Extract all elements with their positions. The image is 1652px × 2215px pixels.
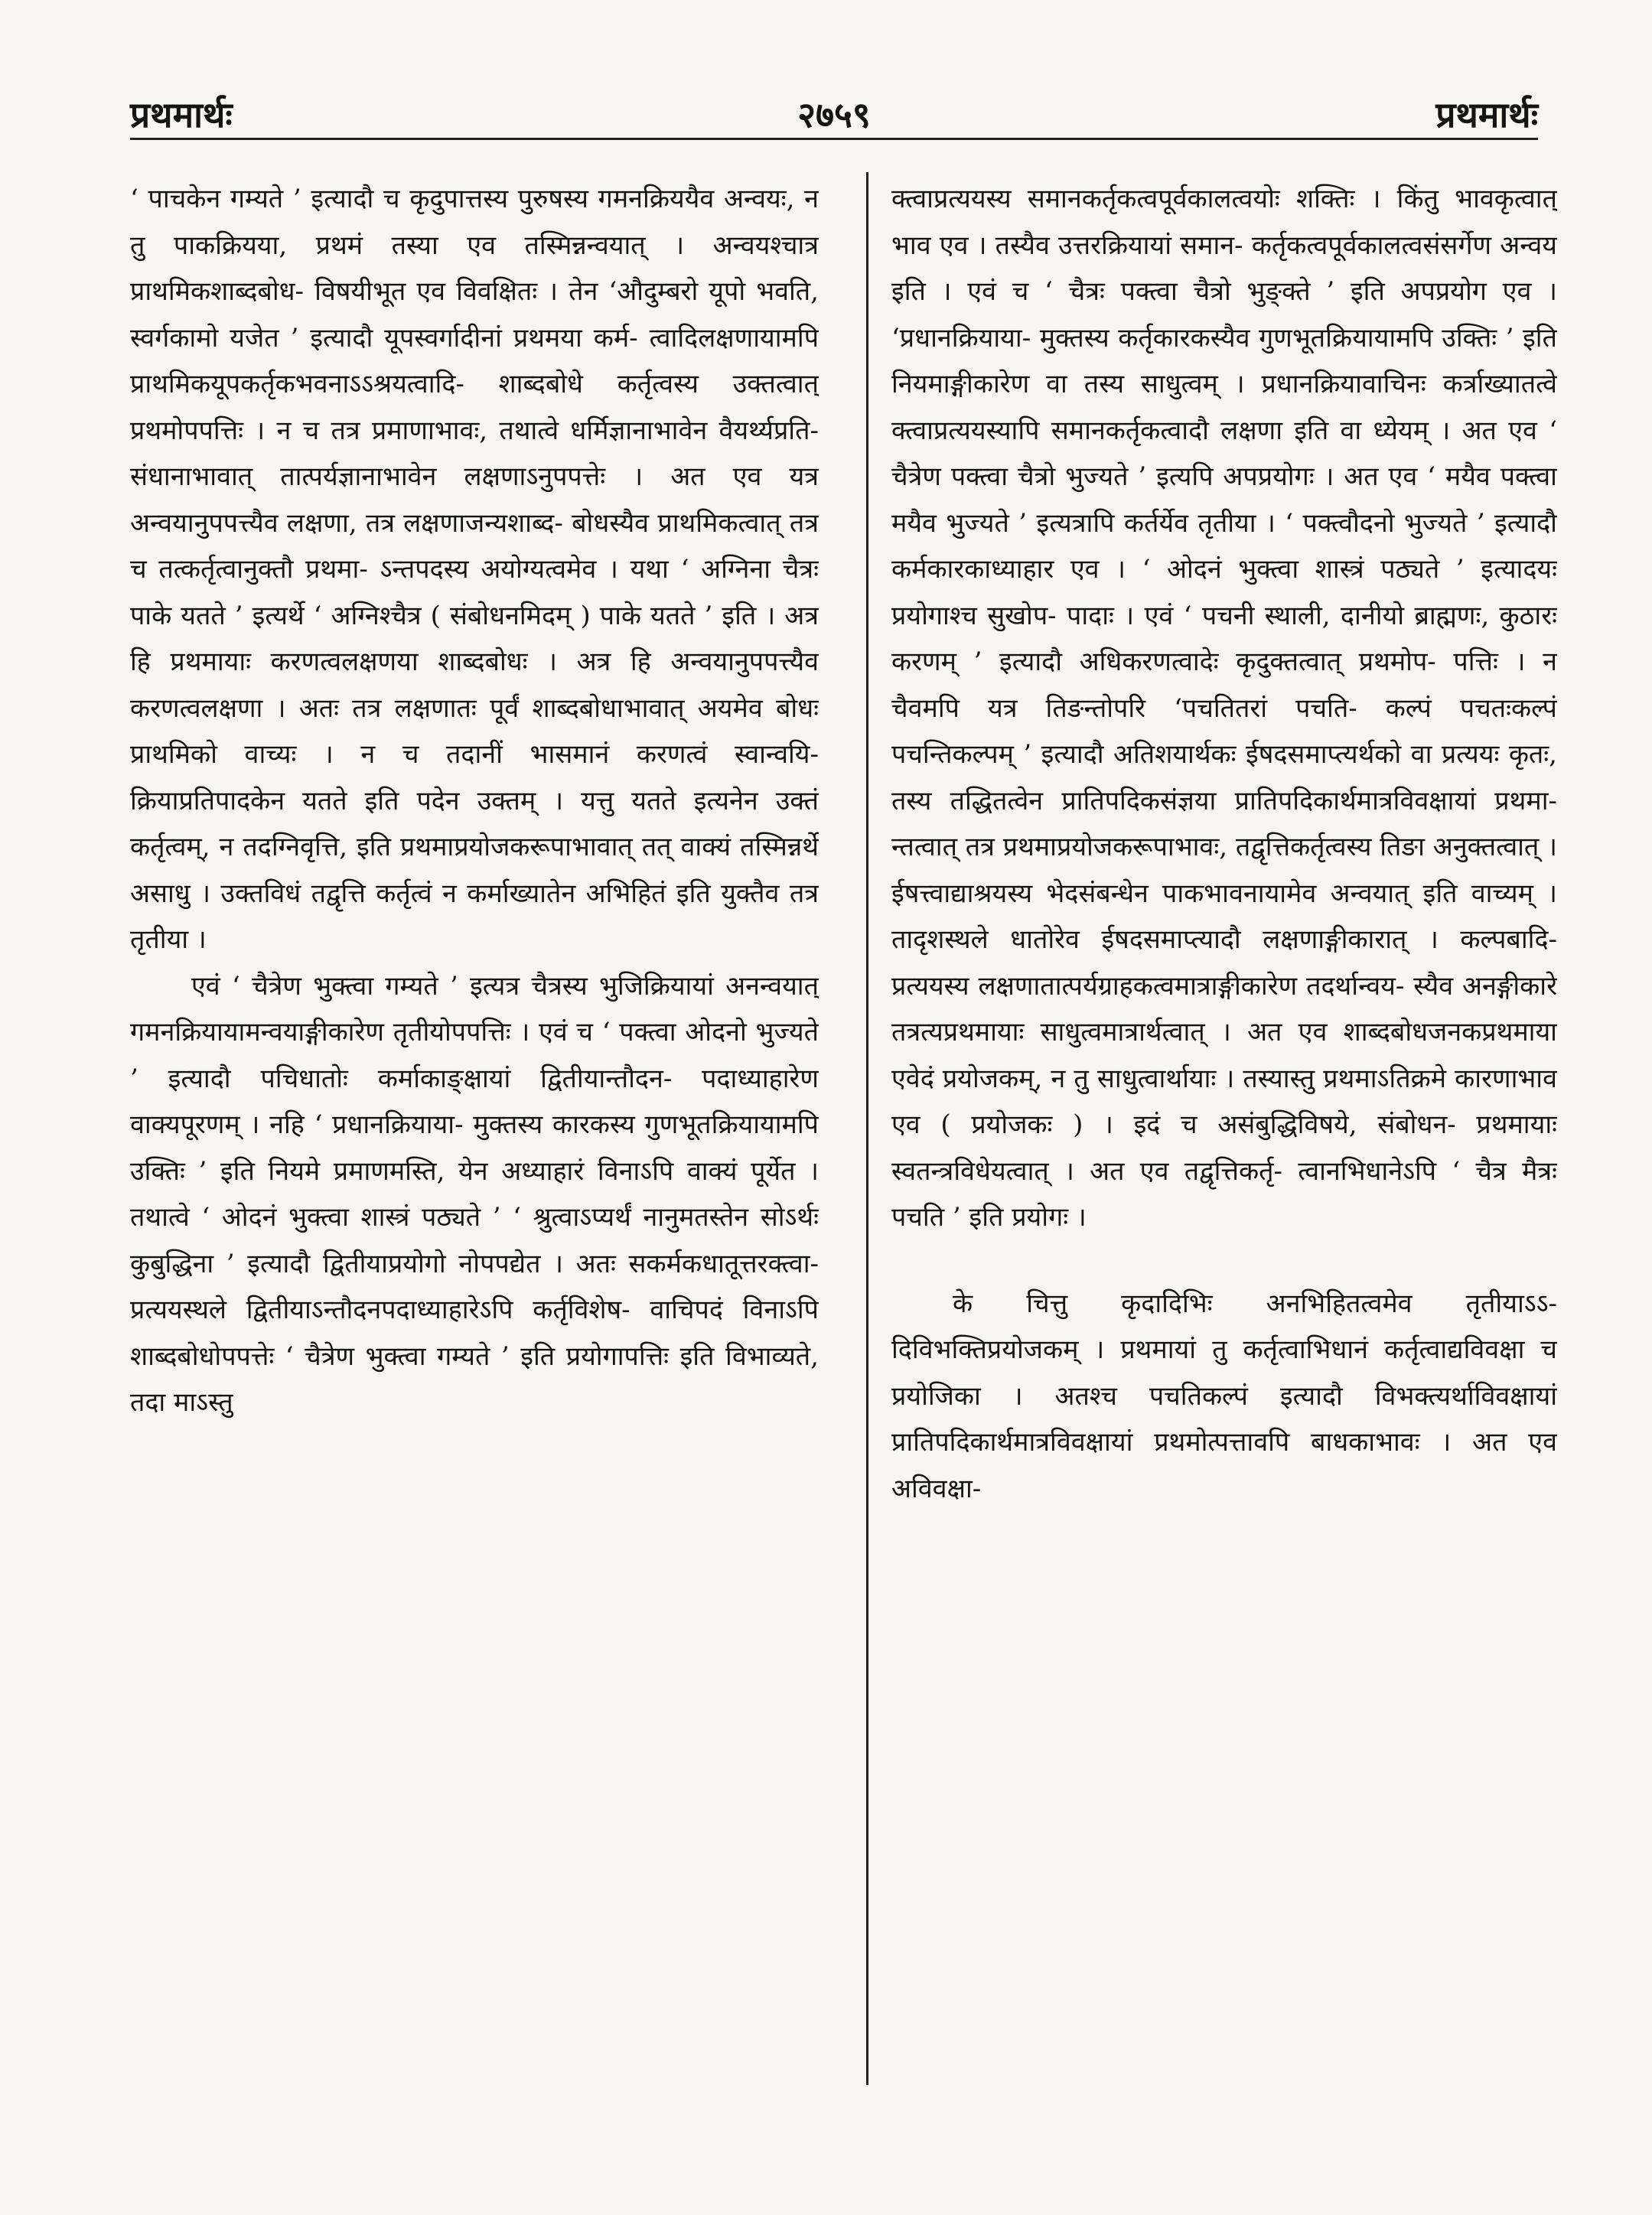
running-head-left: प्रथमार्थः (130, 94, 233, 135)
right-paragraph-2: के चित्तु कृदादिभिः अनभिहितत्वमेव तृतीयाऽऽ- दिविभक्तिप्रयोजकम् । प्रथमायां तु कर्तृत्वाभिधानं कर्तृत्वाद्यविवक्षा च प्रयोजिका । अतश्च पचतिकल्पं इत्यादौ विभक्त्यर्थाविवक्षायां प्रातिपदिकार्थमात्रविवक्षायां प्रथमोत्पत्तावपि बाधकाभावः । अत एव अविवक्षा- (891, 1288, 1557, 1504)
page-header (130, 77, 1538, 145)
left-paragraph-2: एवं ‘ चैत्रेण भुक्त्वा गम्यते ’ इत्यत्र चैत्रस्य भुजिक्रियायां अनन्वयात् गमनक्रियायामन्वयाङ्गीकारेण तृतीयोपपत्तिः । एवं च ‘ पक्त्वा ओदनो भुज्यते ’ इत्यादौ पचिधातोः कर्माकाङ्क्षायां द्वितीयान्तौदन- पदाध्याहारेण वाक्यपूरणम् । नहि ‘ प्रधानक्रियाया- मुक्तस्य कारकस्य गुणभूतक्रियायामपि उक्तिः ’ इति नियमे प्रमाणमस्ति, येन अध्याहारं विनाऽपि वाक्यं पूर्येत । तथात्वे ‘ ओदनं भुक्त्वा शास्त्रं पठ्यते ’ ‘ श्रुत्वाऽप्यर्थं नानुमतस्तेन सोऽर्थः कुबुद्धिना ’ इत्यादौ द्वितीयाप्रयोगो नोपपद्येत । अतः सकर्मकधातूत्तरक्त्वा- प्रत्ययस्थले द्वितीयाऽन्तौदनपदाध्याहारेऽपि कर्तृविशेष- वाचिपदं विनाऽपि शाब्दबोधोपपत्तेः ‘ चैत्रेण भुक्त्वा गम्यते ’ इति प्रयोगापत्तिः इति विभाव्यते, तदा माऽस्तु (130, 970, 819, 1418)
right-column (891, 176, 1557, 2196)
left-paragraph-1: ‘ पाचकेन गम्यते ’ इत्यादौ च कृदुपात्तस्य पुरुषस्य गमनक्रिययैव अन्वयः, न तु पाकक्रियया, प्रथमं तस्या एव तस्मिन्नन्वयात् । अन्वयश्चात्र प्राथमिकशाब्दबोध- विषयीभूत एव विवक्षितः । तेन ‘औदुम्बरो यूपो भवति, स्वर्गकामो यजेत ’ इत्यादौ यूपस्वर्गादीनां प्रथमया कर्म- त्वादिलक्षणायामपि प्राथमिकयूपकर्तृकभवनाऽऽश्रयत्वादि- शाब्दबोधे कर्तृत्वस्य उक्तत्वात् प्रथमोपपत्तिः । न च तत्र प्रमाणाभावः, तथात्वे धर्मिज्ञानाभावेन वैयर्थ्यप्रति- संधानाभावात् तात्पर्यज्ञानाभावेन लक्षणाऽनुपपत्तेः । अत एव यत्र अन्वयानुपपत्त्यैव लक्षणा, तत्र लक्षणाजन्यशाब्द- बोधस्यैव प्राथमिकत्वात् तत्र च तत्कर्तृत्वानुक्तौ प्रथमा- ऽन्तपदस्य अयोग्यत्वमेव । यथा ‘ अग्निना चैत्रः पाके यतते ’ इत्यर्थे ‘ अग्निश्चैत्र ( संबोधनमिदम् ) पाके यतते ’ इति । अत्र हि प्रथमायाः करणत्वलक्षणया शाब्दबोधः । अत्र हि अन्वयानुपपत्त्यैव करणत्वलक्षणा । अतः तत्र लक्षणातः पूर्वं शाब्दबोधाभावात् अयमेव बोधः प्राथमिको वाच्यः । न च तदानीं भासमानं करणत्वं स्वान्वयि- क्रियाप्रतिपादकेन यतते इति पदेन उक्तम् । यत्तु यतते इत्यनेन उक्तं कर्तृत्वम्, न तदग्निवृत्ति, इति प्रथमाप्रयोजकरूपाभावात् तत् वाक्यं तस्मिन्नर्थे असाधु । उक्तविधं तद्वृत्ति कर्तृत्वं न कर्माख्यातेन अभिहितं इति युक्तैव तत्र तृतीया । (130, 184, 819, 955)
paragraph-gap (891, 1241, 1557, 1281)
page-number: २७५९ (797, 94, 871, 135)
header-rule (130, 138, 1538, 140)
left-column (130, 176, 819, 2196)
right-paragraph-1: क्त्वाप्रत्ययस्य समानकर्तृकत्वपूर्वकालत्वयोः शक्तिः । किंतु भावकृत्वात् भाव एव । तस्यैव उत्तरक्रियायां समान- कर्तृकत्वपूर्वकालत्वसंसर्गेण अन्वय इति । एवं च ‘ चैत्रः पक्त्वा चैत्रो भुङ्क्ते ’ इति अपप्रयोग एव । ‘प्रधानक्रियाया- मुक्तस्य कर्तृकारकस्यैव गुणभूतक्रियायामपि उक्तिः ’ इति नियमाङ्गीकारेण वा तस्य साधुत्वम् । प्रधानक्रियावाचिनः कर्त्राख्यातत्वे क्त्वाप्रत्ययस्यापि समानकर्तृकत्वादौ लक्षणा इति वा ध्येयम् । अत एव ‘ चैत्रेण पक्त्वा चैत्रो भुज्यते ’ इत्यपि अपप्रयोगः । अत एव ‘ मयैव पक्त्वा मयैव भुज्यते ’ इत्यत्रापि कर्तर्येव तृतीया । ‘ पक्त्वौदनो भुज्यते ’ इत्यादौ कर्मकारकाध्याहार एव । ‘ ओदनं भुक्त्वा शास्त्रं पठ्यते ’ इत्यादयः प्रयोगाश्च सुखोप- पादाः । एवं ‘ पचनी स्थाली, दानीयो ब्राह्मणः, कुठारः करणम् ’ इत्यादौ अधिकरणत्वादेः कृदुक्तत्वात् प्रथमोप- पत्तिः । न चैवमपि यत्र तिङन्तोपरि ‘पचतितरां पचति- कल्पं पचतःकल्पं पचन्तिकल्पम् ’ इत्यादौ अतिशयार्थकः ईषदसमाप्त्यर्थको वा प्रत्ययः कृतः, तस्य तद्धितत्वेन प्रातिपदिकसंज्ञया प्रातिपदिकार्थमात्रविवक्षायां प्रथमा- न्तत्वात् तत्र प्रथमाप्रयोजकरूपाभावः, तद्वृत्तिकर्तृत्वस्य तिङा अनुक्तत्वात् । ईषत्त्वाद्याश्रयस्य भेदसंबन्धेन पाकभावनायामेव अन्वयात् इति वाच्यम् । तादृशस्थले धातोरेव ईषदसमाप्त्यादौ लक्षणाङ्गीकारात् । कल्पबादि- प्रत्ययस्य लक्षणातात्पर्यग्राहकत्वमात्राङ्गीकारेण तदर्थान्वय- स्यैव अनङ्गीकारे तत्रत्यप्रथमायाः साधुत्वमात्रार्थत्वात् । अत एव शाब्दबोधजनकप्रथमाया एवेदं प्रयोजकम्, न तु साधुत्वार्थायाः । तस्यास्तु प्रथमाऽतिक्रमे कारणाभाव एव ( प्रयोजकः ) । इदं च असंबुद्धिविषये, संबोधन- प्रथमायाः स्वतन्त्रविधेयत्वात् । अत एव तद्वृत्तिकर्तृ- त्वानभिधानेऽपि ‘ चैत्र मैत्रः पचति ’ इति प्रयोगः । (891, 184, 1557, 1233)
column-divider (866, 172, 868, 2085)
running-head-right: प्रथमार्थः (1435, 94, 1538, 135)
